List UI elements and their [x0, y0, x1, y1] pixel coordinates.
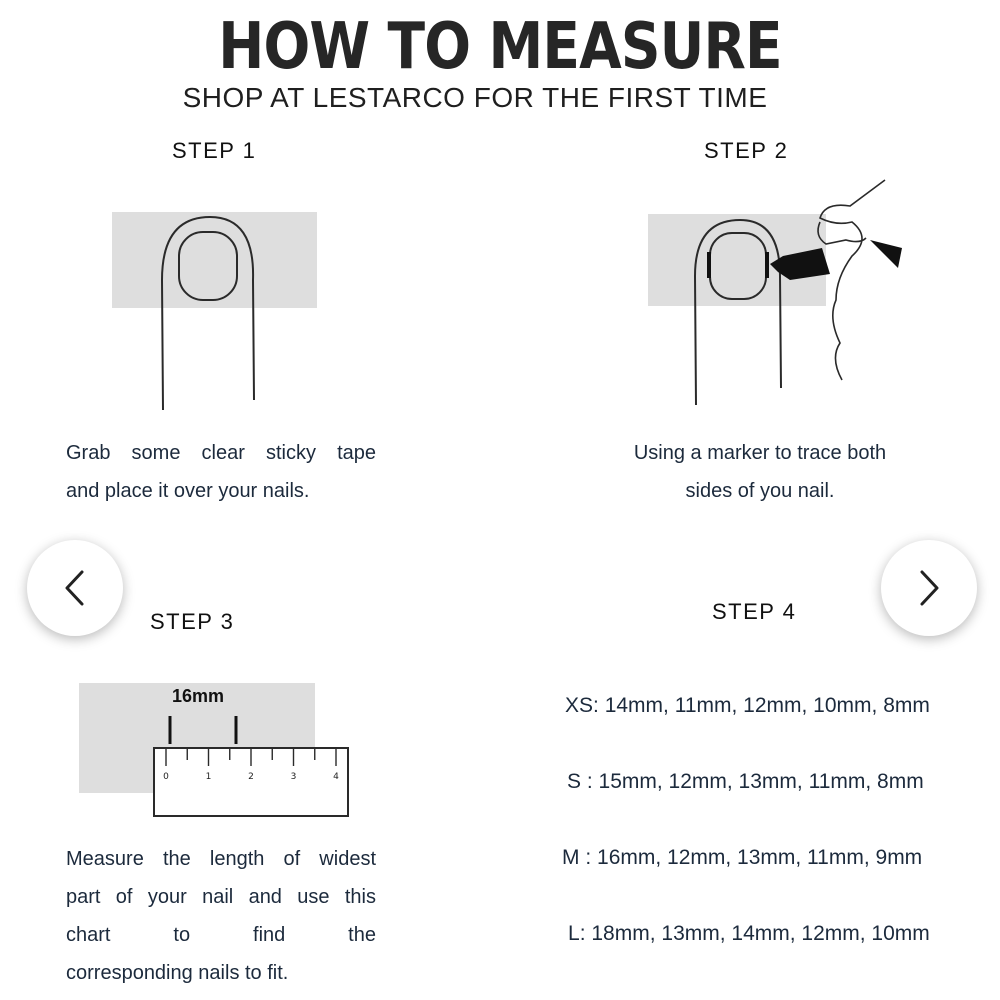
- step-2-illustration: [640, 178, 920, 413]
- page-subtitle: SHOP AT LESTARCO FOR THE FIRST TIME: [182, 82, 768, 113]
- step-3-text-line: chart to find the: [66, 924, 376, 946]
- chevron-left-icon: [60, 569, 90, 607]
- step-3-text-line: corresponding nails to fit.: [66, 962, 289, 984]
- size-row-m: M : 16mm, 12mm, 13mm, 11mm, 9mm: [562, 846, 923, 869]
- step-1-title: STEP 1: [172, 138, 257, 163]
- step-1-text-line: and place it over your nails.: [66, 480, 310, 502]
- size-row-xs: XS: 14mm, 11mm, 12mm, 10mm, 8mm: [565, 694, 930, 717]
- step-3-text-line: part of your nail and use this: [66, 886, 376, 908]
- size-label: L: [568, 922, 580, 945]
- size-label: M: [562, 846, 580, 869]
- size-row-s: S : 15mm, 12mm, 13mm, 11mm, 8mm: [567, 770, 924, 793]
- page-title: HOW TO MEASURE: [218, 10, 782, 84]
- size-values: 18mm, 13mm, 14mm, 12mm, 10mm: [591, 922, 930, 945]
- step-2-text-line: Using a marker to trace both: [633, 442, 887, 464]
- ruler-tick-label: 3: [290, 772, 297, 782]
- step-2-title: STEP 2: [704, 138, 789, 163]
- next-slide-button[interactable]: [881, 540, 977, 636]
- step-4-title: STEP 4: [712, 599, 797, 624]
- ruler-tick-label: 2: [248, 772, 254, 782]
- size-label: S: [567, 770, 582, 793]
- ruler-tick-label: 4: [333, 772, 339, 782]
- size-label: XS: [565, 694, 594, 717]
- step-1-text-line: Grab some clear sticky tape: [66, 442, 376, 464]
- size-values: 16mm, 12mm, 13mm, 11mm, 9mm: [597, 846, 923, 869]
- step-2-text-line: sides of you nail.: [685, 480, 835, 502]
- step-3-title: STEP 3: [150, 609, 235, 634]
- chevron-right-icon: [914, 569, 944, 607]
- previous-slide-button[interactable]: [27, 540, 123, 636]
- step-3-text-line: Measure the length of widest: [66, 848, 376, 870]
- size-values: 14mm, 11mm, 12mm, 10mm, 8mm: [604, 694, 930, 717]
- ruler-measure-label: 16mm: [172, 686, 225, 706]
- ruler-tick-label: 0: [163, 772, 169, 782]
- ruler-tick-label: 1: [205, 772, 212, 782]
- size-values: 15mm, 12mm, 13mm, 11mm, 8mm: [598, 770, 924, 793]
- size-row-l: L: 18mm, 13mm, 14mm, 12mm, 10mm: [568, 922, 930, 945]
- step-1-illustration: [100, 205, 340, 420]
